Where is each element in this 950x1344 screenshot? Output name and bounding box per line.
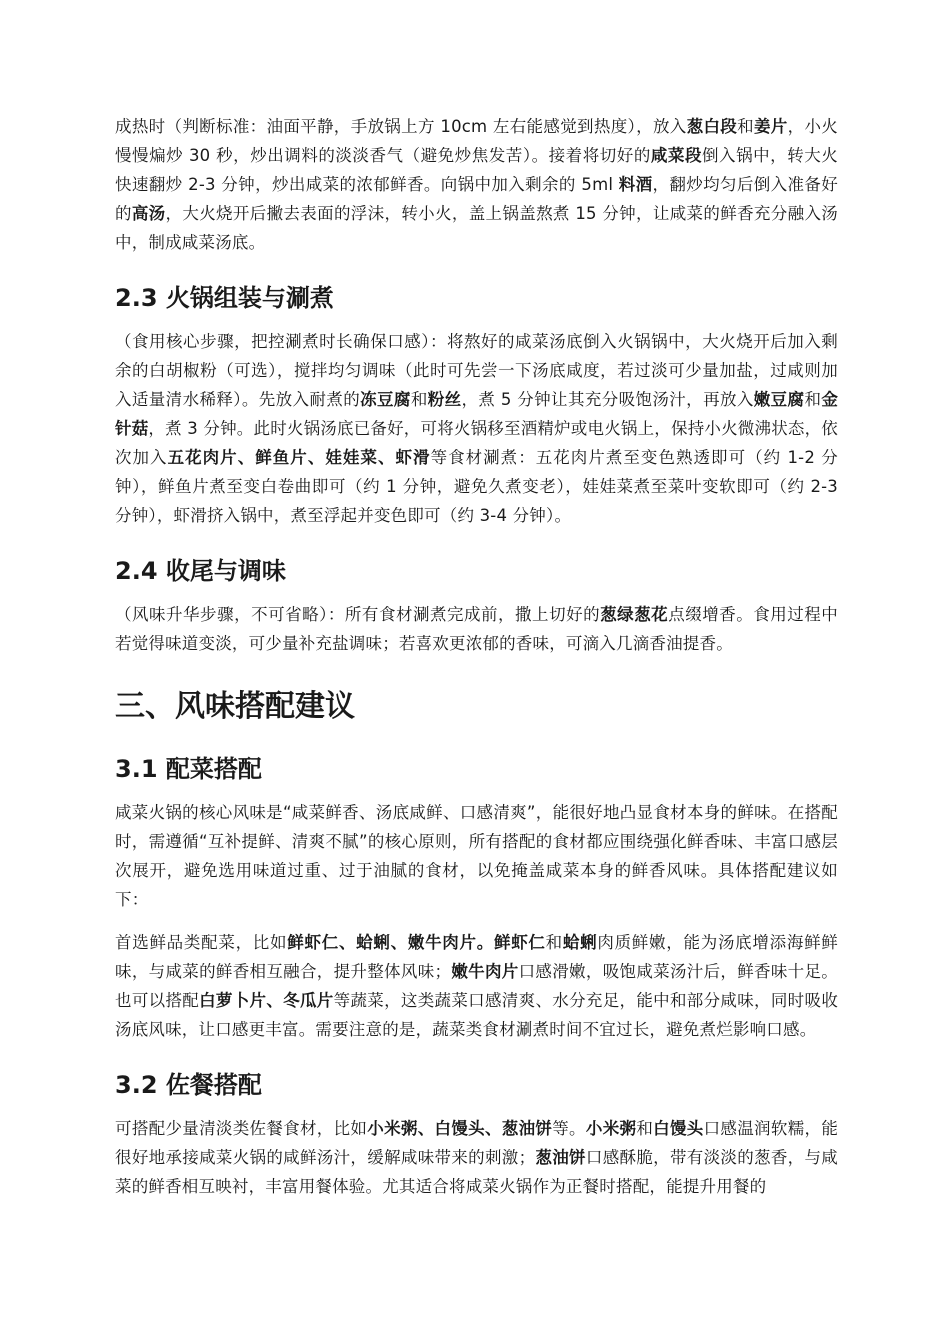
heading-3-2: 3.2 佐餐搭配 — [115, 1071, 262, 1099]
heading-2-3: 2.3 火锅组装与涮煮 — [115, 284, 334, 312]
paragraph-stir-fry: 成热时（判断标准：油面平静，手放锅上方 10cm 左右能感觉到热度），放入葱白段和姜片，小火慢慢煸炒 30 秒，炒出调料的淡淡香气（避免炒焦发苦）。接着将切好的咸菜段倒入锅中，转大火快速翻炒 2-3 分钟，炒出咸菜的浓郁鲜香。向锅中加入剩余的 5ml 料酒，翻炒均匀后倒入准备好的高汤，大火烧开后撇去表面的浮沫，转小火，盖上锅盖熬煮 15 分钟，让咸菜的鲜香充分融入汤中，制成咸菜汤底。 — [115, 117, 839, 252]
paragraph-pairing-intro: 咸菜火锅的核心风味是“咸菜鲜香、汤底咸鲜、口感清爽”，能很好地凸显食材本身的鲜味。在搭配时，需遵循“互补提鲜、清爽不腻”的核心原则，所有搭配的食材都应围绕强化鲜香味、丰富口感层次展开，避免选用味道过重、过于油腻的食材，以免掩盖咸菜本身的鲜香风味。具体搭配建议如下： — [115, 803, 838, 909]
paragraph-side-dishes: 可搭配少量清淡类佐餐食材，比如小米粥、白馒头、葱油饼等。小米粥和白馒头口感温润软糯，能很好地承接咸菜火锅的咸鲜汤汁，缓解咸味带来的刺激；葱油饼口感酥脆，带有淡淡的葱香，与咸菜的鲜香相互映衬，丰富用餐体验。尤其适合将咸菜火锅作为正餐时搭配，能提升用餐的 — [115, 1119, 839, 1196]
heading-2-4: 2.4 收尾与调味 — [115, 557, 286, 585]
heading-3-1: 3.1 配菜搭配 — [115, 755, 262, 783]
heading-section-3: 三、风味搭配建议 — [115, 689, 355, 724]
paragraph-pairing-detail: 首选鲜品类配菜，比如鲜虾仁、蛤蜊、嫩牛肉片。鲜虾仁和蛤蜊肉质鲜嫩，能为汤底增添海鲜鲜味，与咸菜的鲜香相互融合，提升整体风味；嫩牛肉片口感滑嫩，吸饱咸菜汤汁后，鲜香味十足。也可以搭配白萝卜片、冬瓜片等蔬菜，这类蔬菜口感清爽、水分充足，能中和部分咸味，同时吸收汤底风味，让口感更丰富。需要注意的是，蔬菜类食材涮煮时间不宜过长，避免煮烂影响口感。 — [115, 933, 839, 1039]
paragraph-hotpot-assembly: （食用核心步骤，把控涮煮时长确保口感）：将熬好的咸菜汤底倒入火锅锅中，大火烧开后加入剩余的白胡椒粉（可选），搅拌均匀调味（此时可先尝一下汤底咸度，若过淡可少量加盐，过咸则加入适量清水稀释）。先放入耐煮的冻豆腐和粉丝，煮 5 分钟让其充分吸饱汤汁，再放入嫩豆腐和金针菇，煮 3 分钟。此时火锅汤底已备好，可将火锅移至酒精炉或电火锅上，保持小火微沸状态，依次加入五花肉片、鲜鱼片、娃娃菜、虾滑等食材涮煮：五花肉片煮至变色熟透即可（约 1-2 分钟），鲜鱼片煮至变白卷曲即可（约 1 分钟，避免久煮变老），娃娃菜煮至菜叶变软即可（约 2-3 分钟），虾滑挤入锅中，煮至浮起并变色即可（约 3-4 分钟）。 — [115, 332, 839, 525]
paragraph-finishing: （风味升华步骤，不可省略）：所有食材涮煮完成前，撒上切好的葱绿葱花点缀增香。食用过程中若觉得味道变淡，可少量补充盐调味；若喜欢更浓郁的香味，可滴入几滴香油提香。 — [115, 605, 838, 653]
